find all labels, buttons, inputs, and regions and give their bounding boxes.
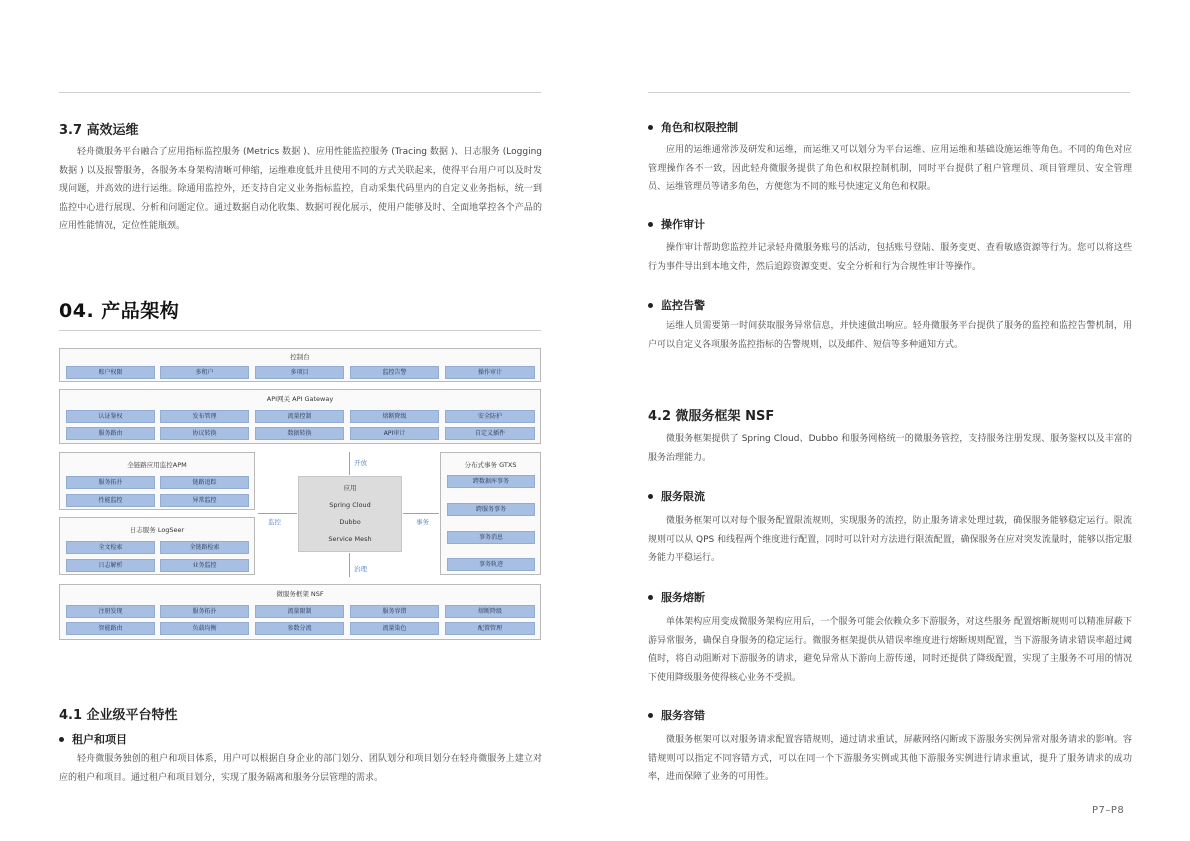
log-chip: 全文检索 (66, 541, 155, 554)
nsf-chip: 流量限制 (255, 605, 344, 618)
gateway-chip: 自定义插件 (445, 427, 535, 440)
gateway-chip: 数据转换 (255, 427, 344, 440)
log-chip: 日志解析 (66, 559, 155, 572)
app-center-line: Spring Cloud (329, 501, 371, 509)
gateway-chip: 认证鉴权 (66, 410, 155, 423)
log-box (59, 517, 255, 575)
chapter-rule-left (59, 330, 541, 331)
alert-title: 监控告警 (661, 299, 705, 312)
role-body: 应用的运维通常涉及研发和运维，而运维又可以划分为平台运维、应用运维和基础设施运维等角色。不同的角色对应管理操作各不一致，因此轻舟微服务提供了角色和权限控制机制，同时平台提供了租户管理员、项目管理员、安全管理员、运维管理员等诸多角色，方便您为不同的账号快速定义角色和权限。 (648, 145, 1132, 193)
audit-body: 操作审计帮助您监控并记录轻舟微服务账号的活动，包括账号登陆、服务变更、查看敏感资源等行为。您可以将这些行为事件导出到本地文件，然后追踪资源变更、安全分析和行为合规性审计等操作。 (648, 243, 1132, 272)
nsf-chip: 注册发现 (66, 605, 155, 618)
top-rule-right (648, 92, 1130, 93)
log-chip: 全链路检索 (160, 541, 249, 554)
tenant-bullet (59, 731, 127, 747)
nsf-chip: 配置管理 (445, 622, 535, 635)
console-chip: 多项目 (255, 366, 344, 379)
app-center-line: 应用 (343, 484, 357, 492)
arrow-top-label: 开放 (354, 459, 367, 467)
gateway-chip: 安全防护 (445, 410, 535, 423)
fuse-title: 服务熔断 (661, 591, 705, 604)
console-chip: 账户权限 (66, 366, 155, 379)
tenant-title: 租户和项目 (72, 733, 127, 746)
apm-chip: 性能监控 (66, 494, 155, 507)
bullet-dot (59, 737, 64, 742)
gtxs-box (440, 452, 541, 575)
gateway-title: API网关 API Gateway (266, 395, 334, 403)
bullet-dot (648, 494, 653, 499)
bullet-dot (648, 713, 653, 718)
nsf-title: 微服务框架 NSF (276, 590, 324, 598)
apm-chip: 服务拓扑 (66, 476, 155, 489)
arrow-left-label: 监控 (268, 518, 281, 526)
apm-title: 全链路应用监控APM (127, 461, 187, 469)
nsf-box (59, 584, 541, 640)
fault-bullet (648, 707, 705, 723)
nsf-chip: 流量染色 (350, 622, 439, 635)
arrow-right-line (403, 513, 439, 514)
nsf-chip: 熔断降级 (445, 605, 535, 618)
gtxs-title: 分布式事务 GTXS (464, 461, 517, 469)
alert-bullet (648, 297, 705, 313)
limit-bullet (648, 488, 705, 504)
apm-box (59, 452, 255, 510)
chapter-04-title: 04. 产品架构 (59, 300, 180, 322)
gateway-chip: 流量控制 (255, 410, 344, 423)
limit-title: 服务限流 (661, 490, 705, 503)
gtxs-chip: 事务消息 (447, 531, 535, 544)
bullet-dot (648, 222, 653, 227)
nsf-chip: 负载均衡 (160, 622, 249, 635)
arrow-bottom-line (349, 553, 350, 577)
tenant-body: 轻舟微服务独创的租户和项目体系，用户可以根据自身企业的部门划分、团队划分和项目划分在轻舟微服务上建立对应的租户和项目。通过租户和项目划分，实现了服务隔离和服务分层管理的需求。 (59, 754, 542, 783)
section-4-1-title: 4.1 企业级平台特性 (59, 708, 178, 723)
gateway-chip: 发布管理 (160, 410, 249, 423)
arrow-left-line (258, 513, 297, 514)
section-4-2-body: 微服务框架提供了 Spring Cloud、Dubbo 和服务网格统一的微服务管控，支持服务注册发现、服务鉴权以及丰富的服务治理能力。 (648, 434, 1132, 463)
console-chip: 多租户 (160, 366, 249, 379)
limit-body: 微服务框架可以对每个服务配置限流规则，实现服务的流控，防止服务请求处理过载，确保服务能够稳定运行。限流规则可以从 QPS 和线程两个维度进行配置，同时可以针对方法进行限流配置，确保服务在应对突发流量时，能够以指定服务能力平稳运行。 (648, 516, 1132, 564)
arrow-right-label: 事务 (416, 518, 429, 526)
section-4-2-title: 4.2 微服务框架 NSF (648, 409, 775, 424)
gtxs-chip: 跨服务事务 (447, 503, 535, 516)
audit-title: 操作审计 (661, 218, 705, 231)
bullet-dot (648, 595, 653, 600)
bullet-dot (648, 303, 653, 308)
audit-bullet (648, 216, 705, 232)
role-title: 角色和权限控制 (661, 121, 738, 134)
apm-chip: 异常监控 (160, 494, 249, 507)
nsf-chip: 参数分流 (255, 622, 344, 635)
apm-chip: 链路追踪 (160, 476, 249, 489)
gateway-chip: 熔断降级 (350, 410, 439, 423)
gateway-chip: 协议转换 (160, 427, 249, 440)
architecture-diagram (59, 348, 541, 649)
alert-body: 运维人员需要第一时间获取服务异常信息，并快速做出响应。轻舟微服务平台提供了服务的监控和监控告警机制，用户可以自定义各项服务监控指标的告警规则，以及邮件、短信等多种通知方式。 (648, 321, 1132, 350)
nsf-chip: 服务拓扑 (160, 605, 249, 618)
fuse-body: 单体架构应用变成微服务架构应用后，一个服务可能会依赖众多下游服务，对这些服务 配置熔断规则可以精准屏蔽下游异常服务，确保自身服务的稳定运行。微服务框架提供从错误率维度进行熔断规则配置，当下游服务请求错误率超过阈值时，将自动阻断对下游服务的请求，避免异常从下游向上游传递，同时还提供了降级配置，实现了主服务不可用的情况下使用降级服务使得核心业务不受损。 (648, 617, 1132, 683)
gtxs-chip: 事务轨迹 (447, 558, 535, 571)
log-title: 日志服务 LogSeer (129, 526, 185, 534)
top-rule-left (59, 92, 541, 93)
nsf-chip: 智能路由 (66, 622, 155, 635)
nsf-chip: 服务容错 (350, 605, 439, 618)
app-center-box (298, 476, 402, 552)
gtxs-chip: 跨数据库事务 (447, 475, 535, 488)
fuse-bullet (648, 589, 705, 605)
log-chip: 业务监控 (160, 559, 249, 572)
fault-title: 服务容错 (661, 709, 705, 722)
arrow-top-line (349, 452, 350, 475)
app-center-line: Dubbo (339, 518, 361, 526)
console-chip: 操作审计 (445, 366, 535, 379)
gateway-box (59, 389, 541, 444)
arrow-bottom-label: 治理 (354, 565, 367, 573)
section-3-7-title: 3.7 高效运维 (59, 123, 139, 138)
gateway-chip: 服务路由 (66, 427, 155, 440)
app-center-line: Service Mesh (328, 535, 372, 543)
console-title: 控制台 (290, 353, 310, 361)
page-number: P7–P8 (1092, 805, 1125, 816)
console-box (59, 348, 541, 382)
section-3-7-body: 轻舟微服务平台融合了应用指标监控服务 (Metrics 数据 )、应用性能监控服务 (Tracing 数据 )、日志服务 (Logging 数据 ) 以及报警服务，各服务本身架构清晰可伸缩，运维难度低并且使用不同的方式关联起来，使得平台用户可以及时发现问题，并高效的进行运维。除通用监控外，还支持自定义业务指标监控，自动采集代码里内的自定义业务指标，统一到监控中心进行展现、分析和问题定位。通过数据自动化收集、数据可视化展示，使用户能够及时、全面地掌控各个产品的应用性能情况，定位性能瓶颈。 (59, 147, 542, 232)
bullet-dot (648, 125, 653, 130)
gateway-chip: API审计 (350, 427, 439, 440)
console-chip: 监控告警 (350, 366, 439, 379)
role-bullet (648, 119, 738, 135)
fault-body: 微服务框架可以对服务请求配置容错规则，通过请求重试，屏蔽网络闪断或下游服务实例异常对服务请求的影响。容错规则可以指定不同容错方式，可以在同一个下游服务实例或其他下游服务实例进行请求重试，提升了服务请求的成功率，进而保障了业务的可用性。 (648, 735, 1132, 783)
